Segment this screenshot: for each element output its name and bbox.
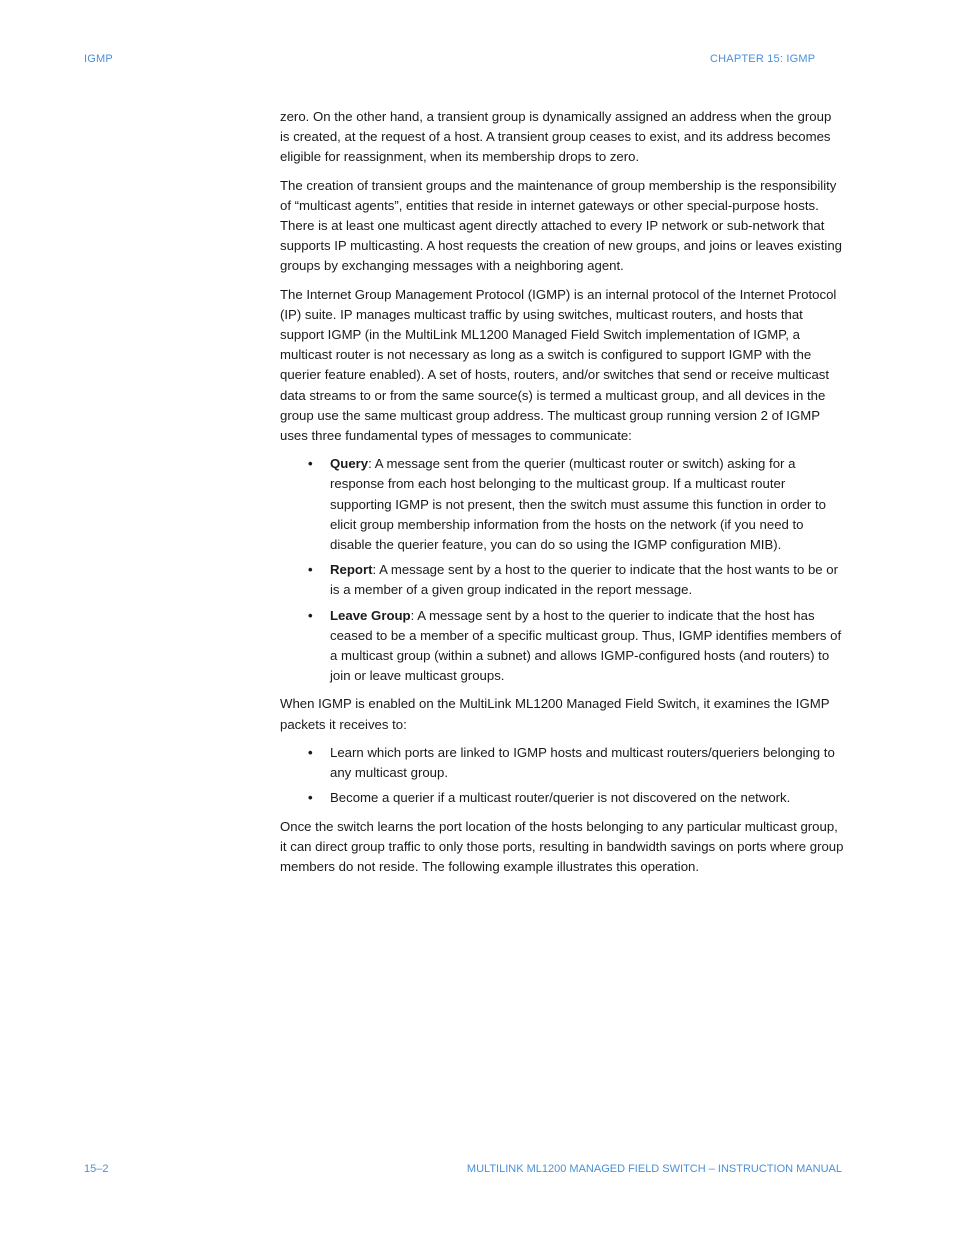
manual-title: MULTILINK ML1200 MANAGED FIELD SWITCH – INSTRUCTION MANUAL [466, 1163, 842, 1175]
item-text: Learn which ports are linked to IGMP hosts and multicast routers/queriers belonging to any multicast group. [330, 744, 835, 781]
bullet-marker: • [308, 607, 313, 623]
paragraph-igmp-enabled: When IGMP is enabled on the MultiLink ML1200 Managed Field Switch, it examines the IGMP packets it receives to: [280, 696, 830, 732]
bullet-marker: • [308, 562, 313, 578]
term-report: Report [330, 562, 373, 578]
list-item-query [280, 454, 844, 555]
list-item-leave-group [280, 606, 844, 687]
running-header-chapter: CHAPTER 15: IGMP [710, 53, 816, 65]
item-text: Become a querier if a multicast router/querier is not discovered on the network. [330, 790, 791, 806]
paragraph-multicast-agents: The creation of transient groups and the maintenance of group membership is the responsibility of “multicast agents”, entities that reside in internet gateways or other special-purpose hosts. There is at least one multicast agent directly attached to every IP network or sub-network that supports IP multicasting. A host requests the creation of new groups, and joins or leaves existing groups by exchanging messages with a neighboring agent. [280, 177, 843, 274]
bullet-marker: • [308, 744, 313, 760]
paragraph-igmp-overview: The Internet Group Management Protocol (IGMP) is an internal protocol of the Internet Protocol (IP) suite. IP manages multicast traffic by using switches, multicast routers, and hosts that support IGMP (in the MultiLink ML1200 Managed Field Switch implementation of IGMP, a multicast router is not necessary as long as a switch is configured to support IGMP with the querier feature enabled). A set of hosts, routers, and/or switches that send or receive multicast data streams to or from the same source(s) is termed a multicast group, and all devices in the group use the same multicast group address. The multicast group running version 2 of IGMP uses three fundamental types of messages to communicate: [280, 286, 837, 444]
paragraph-bandwidth-savings: Once the switch learns the port location of the hosts belonging to any particular multicast group, it can direct group traffic to only those ports, resulting in bandwidth savings on ports where group members do not reside. The following example illustrates this operation. [280, 818, 844, 874]
list-item-learn-ports [280, 743, 844, 783]
body-text [280, 107, 844, 885]
definition-report: : A message sent by a host to the querier to indicate that the host wants to be or is a member of a given group indicated in the report message. [330, 562, 839, 598]
message-types-list [280, 454, 844, 686]
definition-query: : A message sent from the querier (multicast router or switch) asking for a response from each host belonging to the multicast group. If a multicast router supporting IGMP is not present, then the switch must assume this function in order to elicit group membership information from the hosts on the network (if you need to disable the querier feature, you can do so using the IGMP configuration MIB). [330, 456, 826, 553]
definition-leave-group: : A message sent by a host to the querier to indicate that the host has ceased to be a member of a specific multicast group. Thus, IGMP identifies members of a multicast group (within a subnet) and allows IGMP-configured hosts (and routers) to join or leave multicast groups. [330, 607, 842, 684]
list-item-become-querier [280, 788, 844, 808]
term-query: Query [330, 456, 369, 472]
paragraph-transient-groups: zero. On the other hand, a transient group is dynamically assigned an address when the group is created, at the request of a host. A transient group ceases to exist, and its address becomes eligible for reassignment, when its membership drops to zero. [280, 109, 832, 165]
term-leave-group: Leave Group [330, 607, 411, 623]
bullet-marker: • [308, 790, 313, 806]
page-number: 15–2 [84, 1163, 109, 1175]
bullet-marker: • [308, 456, 313, 472]
running-header-section: IGMP [84, 53, 113, 65]
list-item-report [280, 560, 844, 600]
examine-purposes-list [280, 743, 844, 809]
